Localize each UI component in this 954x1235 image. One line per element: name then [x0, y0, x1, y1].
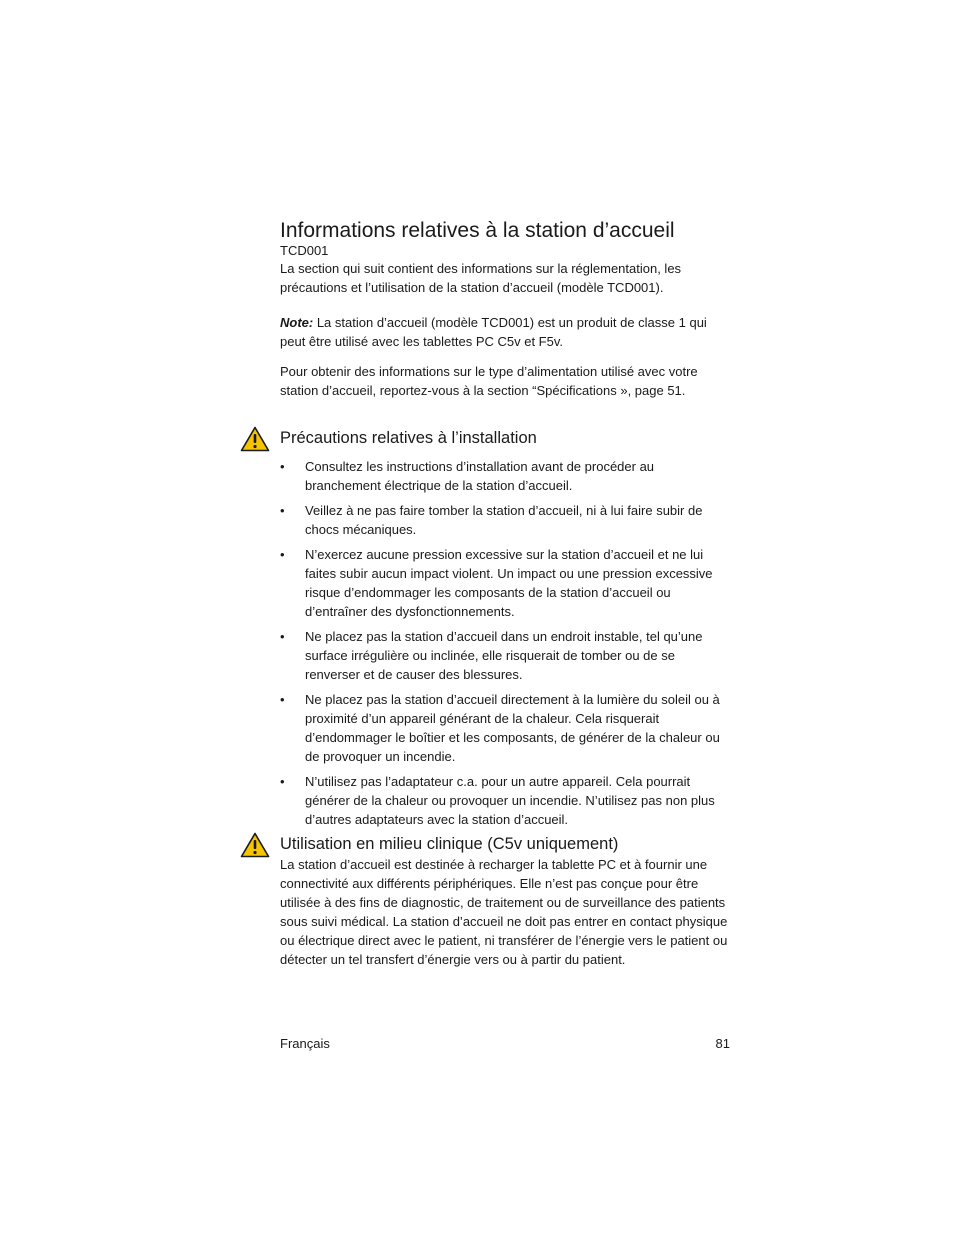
list-item	[280, 457, 732, 495]
footer-language: Français	[280, 1036, 330, 1051]
list-item-text: N’utilisez pas l’adaptateur c.a. pour un autre appareil. Cela pourrait générer de la chaleur ou provoquer un incendie. N’utilisez pas non plus d’autres adaptateurs avec la station d’accueil.	[305, 774, 715, 827]
clinical-paragraph: La station d’accueil est destinée à recharger la tablette PC et à fournir une connectivité aux différents périphériques. Elle n’est pas conçue pour être utilisée à des fins de diagnostic, de traitement ou de surveillance des patients sous suivi médical. La station d’accueil ne doit pas entrer en contact physique ou électrique direct avec le patient, ni transférer de l’énergie vers le patient ou détecter un tel transfert d’énergie vers ou à partir du patient.	[280, 857, 728, 967]
product-code: TCD001	[280, 243, 329, 258]
list-item	[280, 501, 732, 539]
bullet: •	[280, 692, 285, 707]
bullet: •	[280, 547, 285, 562]
warning-triangle-icon	[240, 426, 270, 452]
installation-heading: Précautions relatives à l’installation	[280, 429, 537, 447]
power-info-paragraph: Pour obtenir des informations sur le type d’alimentation utilisé avec votre station d’accueil, reportez-vous à la section “Spécifications », page 51.	[280, 364, 698, 398]
list-item-text: Ne placez pas la station d’accueil dans un endroit instable, tel qu’une surface irrégulière ou inclinée, elle risquerait de tomber ou de se renverser et de causer des blessures.	[305, 629, 703, 682]
list-item	[280, 627, 732, 684]
list-item	[280, 772, 732, 829]
clinical-heading: Utilisation en milieu clinique (C5v uniquement)	[280, 835, 619, 853]
bullet: •	[280, 774, 285, 789]
bullet: •	[280, 503, 285, 518]
note-text: La station d’accueil (modèle TCD001) est un produit de classe 1 qui peut être utilisé avec les tablettes PC C5v et F5v.	[280, 315, 707, 349]
intro-paragraph: La section qui suit contient des informations sur la réglementation, les précautions et l’utilisation de la station d’accueil (modèle TCD001).	[280, 261, 682, 295]
note-label: Note:	[280, 315, 314, 330]
page-title: Informations relatives à la station d’accueil	[280, 219, 675, 242]
list-item	[280, 690, 732, 766]
list-item-text: Ne placez pas la station d’accueil directement à la lumière du soleil ou à proximité d’un appareil générant de la chaleur. Cela risquerait d’endommager le boîtier et les composants, de générer de la chaleur ou de provoquer un incendie.	[305, 692, 720, 764]
note-paragraph	[280, 313, 730, 351]
installation-precautions-list	[280, 457, 732, 835]
list-item-text: Consultez les instructions d’installation avant de procéder au branchement électrique de la station d’accueil.	[305, 459, 655, 493]
warning-triangle-icon	[240, 832, 270, 858]
bullet: •	[280, 629, 285, 644]
bullet: •	[280, 459, 285, 474]
list-item-text: Veillez à ne pas faire tomber la station d’accueil, ni à lui faire subir de chocs mécaniques.	[305, 503, 703, 537]
list-item	[280, 545, 732, 621]
list-item-text: N’exercez aucune pression excessive sur la station d’accueil et ne lui faites subir aucun impact violent. Un impact ou une pression excessive risque d’endommager les composants de la station d’accueil ou d’entraîner des dysfonctionnements.	[305, 547, 713, 619]
page-number: 81	[715, 1036, 730, 1051]
